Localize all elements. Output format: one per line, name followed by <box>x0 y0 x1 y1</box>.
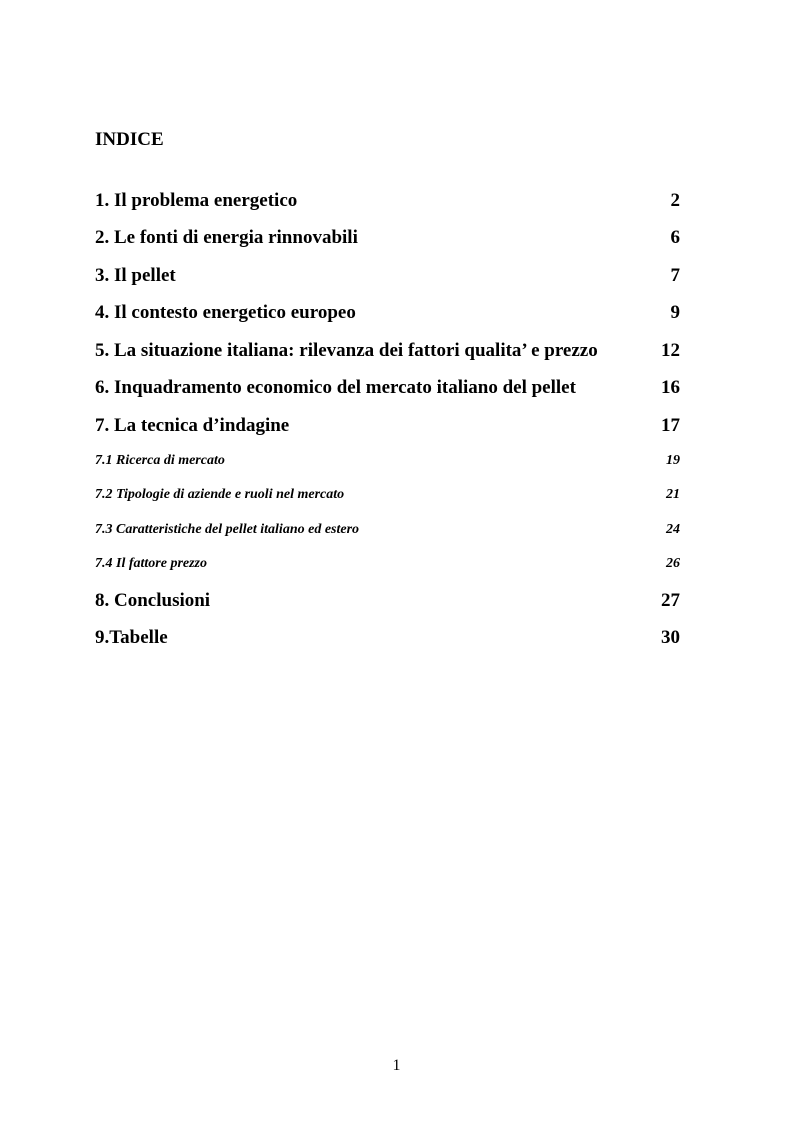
toc-entry-page: 27 <box>661 590 680 611</box>
toc-entry-label: 1. Il problema energetico <box>95 190 298 211</box>
toc-subentry-7-3 <box>95 521 680 539</box>
toc-entry-label: 7.1 Ricerca di mercato <box>95 453 225 468</box>
toc-entry-5 <box>95 339 680 363</box>
toc-entry-page: 24 <box>666 522 680 537</box>
toc-entry-label: 3. Il pellet <box>95 265 176 286</box>
toc-entry-label: 6. Inquadramento economico del mercato italiano del pellet <box>95 377 576 398</box>
toc-entry-label: 7.4 Il fattore prezzo <box>95 556 207 571</box>
toc-entry-1 <box>95 189 680 213</box>
toc-entry-8 <box>95 589 680 613</box>
toc-entry-4 <box>95 301 680 325</box>
toc-entry-3 <box>95 264 680 288</box>
toc-entry-page: 7 <box>670 265 680 286</box>
toc-entry-page: 21 <box>666 487 680 502</box>
toc-entry-label: 4. Il contesto energetico europeo <box>95 302 356 323</box>
toc-entry-label: 7.2 Tipologie di aziende e ruoli nel mercato <box>95 487 345 502</box>
toc-entry-label: 2. Le fonti di energia rinnovabili <box>95 227 358 248</box>
toc-entry-page: 30 <box>661 627 680 648</box>
toc-subentry-7-2 <box>95 486 680 504</box>
page-number: 1 <box>392 1057 401 1074</box>
toc-entry-page: 12 <box>661 340 680 361</box>
toc-subentry-7-1 <box>95 452 680 470</box>
toc-entry-page: 6 <box>670 227 680 248</box>
toc-entry-page: 16 <box>661 377 680 398</box>
toc-entry-2 <box>95 226 680 250</box>
toc-subentry-7-4 <box>95 555 680 573</box>
toc-entry-page: 2 <box>670 190 680 211</box>
toc-entry-7 <box>95 414 680 438</box>
toc-entry-page: 19 <box>666 453 680 468</box>
toc-entry-9 <box>95 626 680 650</box>
toc-entry-label: 8. Conclusioni <box>95 590 211 611</box>
toc-entry-label: 7.3 Caratteristiche del pellet italiano ed estero <box>95 522 360 537</box>
toc-entry-label: 5. La situazione italiana: rilevanza dei fattori qualita’ e prezzo <box>95 340 598 361</box>
toc-entry-page: 17 <box>661 415 680 436</box>
page-title: INDICE <box>95 129 164 150</box>
toc-entry-label: 7. La tecnica d’indagine <box>95 415 290 436</box>
toc-entry-page: 26 <box>666 556 680 571</box>
toc-entry-page: 9 <box>670 302 680 323</box>
toc-entry-label: 9.Tabelle <box>95 627 168 648</box>
table-of-contents <box>95 0 680 1123</box>
toc-entry-6 <box>95 376 680 400</box>
